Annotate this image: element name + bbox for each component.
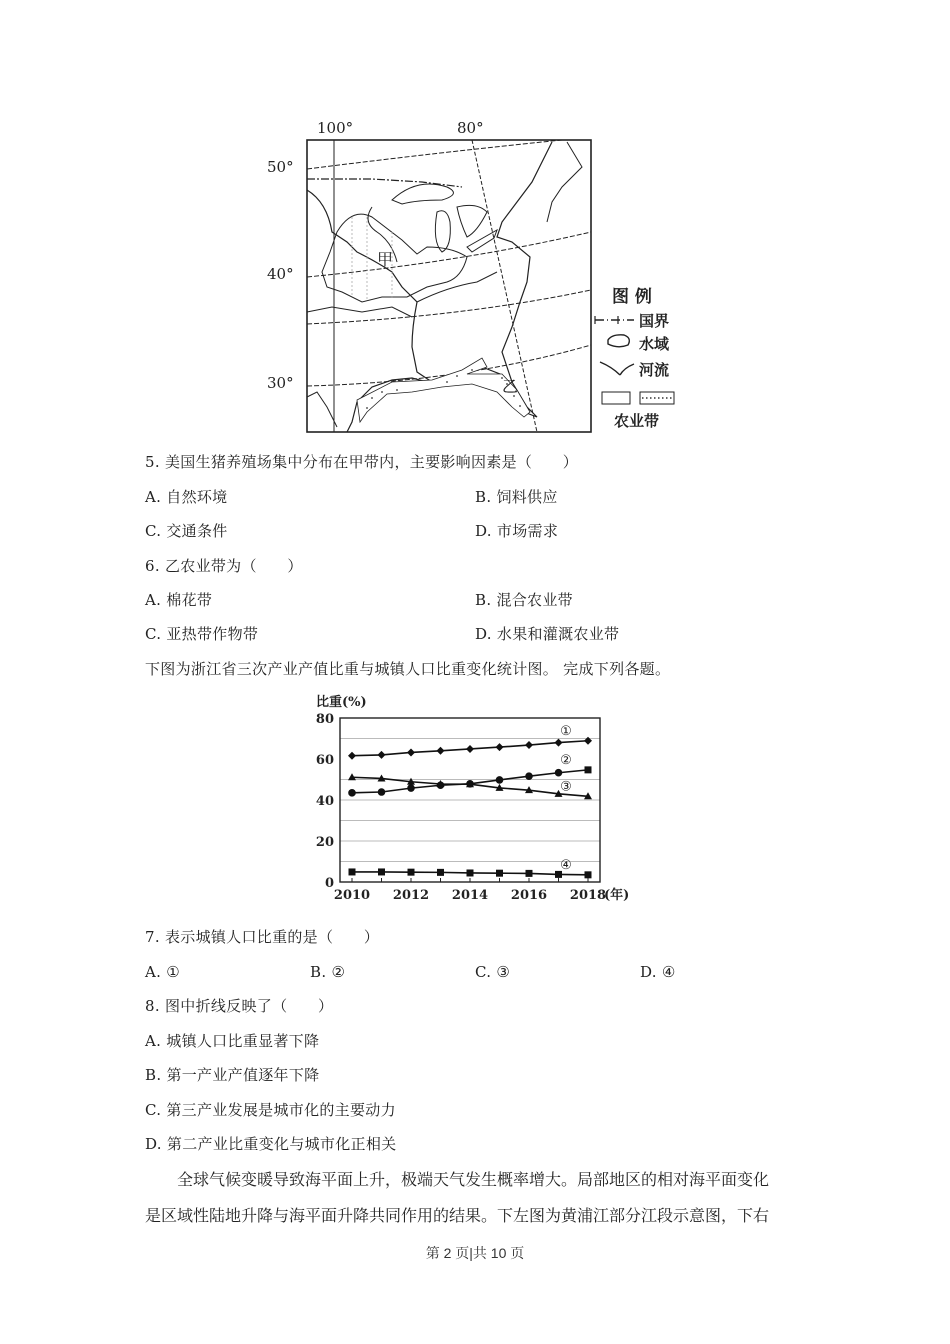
- square-marker: [585, 871, 592, 878]
- question-6-option-d[interactable]: D. 水果和灌溉农业带: [475, 625, 620, 643]
- passage-line-1: 全球气候变暖导致海平面上升，极端天气发生概率增大。局部地区的相对海平面变化: [177, 1170, 770, 1189]
- y-tick-label: 60: [315, 753, 334, 768]
- river-icon: [600, 362, 634, 375]
- region-label-yi: 乙: [502, 377, 519, 396]
- diamond-marker: [555, 739, 563, 747]
- square-marker: [437, 869, 444, 876]
- chart-intro-text: 下图为浙江省三次产业产值比重与城镇人口比重变化统计图。 完成下列各题。: [145, 660, 671, 678]
- square-marker: [526, 870, 533, 877]
- page-footer: 第 2 页|共 10 页: [425, 1245, 525, 1261]
- y-tick-label: 80: [315, 712, 334, 727]
- circle-marker: [348, 789, 356, 797]
- question-5-stem: 5. 美国生猪养殖场集中分布在甲带内，主要影响因素是（ ）: [145, 453, 579, 471]
- agri-belt-dotted-icon: [640, 392, 674, 404]
- square-marker: [496, 870, 503, 877]
- circle-marker: [555, 769, 563, 777]
- water-body-icon: [608, 335, 629, 347]
- series-label-1: ①: [560, 723, 572, 739]
- series-label-3: ③: [560, 779, 572, 795]
- square-marker: [467, 869, 474, 876]
- legend-label-border: 国界: [639, 312, 670, 330]
- question-7-option-b[interactable]: B. ②: [310, 963, 346, 981]
- question-8-option-c[interactable]: C. 第三产业发展是城市化的主要动力: [145, 1101, 396, 1119]
- lat-label-40: 40°: [267, 265, 294, 283]
- square-marker: [408, 869, 415, 876]
- square-marker: [378, 868, 385, 875]
- diamond-marker: [496, 743, 504, 751]
- map-legend: [595, 286, 674, 430]
- lat-label-50: 50°: [267, 158, 294, 176]
- diamond-marker: [525, 741, 533, 749]
- question-5-option-d[interactable]: D. 市场需求: [475, 522, 559, 540]
- diamond-marker: [378, 751, 386, 759]
- y-tick-label: 20: [315, 835, 334, 850]
- border-line-icon: [595, 316, 634, 324]
- legend-label-river: 河流: [639, 361, 670, 379]
- circle-marker: [525, 772, 533, 780]
- circle-marker: [378, 788, 386, 796]
- y-tick-label: 0: [324, 876, 334, 891]
- line-chart: [300, 690, 645, 905]
- diamond-marker: [407, 748, 415, 756]
- question-7-option-c[interactable]: C. ③: [475, 963, 511, 981]
- question-8-stem: 8. 图中折线反映了（ ）: [145, 997, 334, 1015]
- circle-marker: [496, 776, 504, 784]
- legend-label-agri-belt: 农业带: [614, 412, 660, 430]
- industry-urbanization-chart: [300, 690, 645, 905]
- question-7-option-a[interactable]: A. ①: [145, 963, 181, 981]
- question-5-option-b[interactable]: B. 饲料供应: [475, 488, 558, 506]
- agri-belt-plain-icon: [602, 392, 630, 404]
- question-6-option-b[interactable]: B. 混合农业带: [475, 591, 573, 609]
- diamond-marker: [437, 747, 445, 755]
- passage-line-2: 是区域性陆地升降与海平面升降共同作用的结果。下左图为黄浦江部分江段示意图，下右: [145, 1206, 770, 1225]
- legend-label-water: 水域: [639, 335, 670, 353]
- lon-label-80: 80°: [457, 119, 484, 137]
- question-7-option-d[interactable]: D. ④: [640, 963, 676, 981]
- x-tick-label: 2018: [569, 888, 607, 903]
- question-5-option-c[interactable]: C. 交通条件: [145, 522, 228, 540]
- lat-label-30: 30°: [267, 374, 294, 392]
- legend-title: 图 例: [612, 287, 652, 307]
- square-marker: [585, 766, 592, 773]
- square-marker: [349, 868, 356, 875]
- x-tick-label: 2012: [392, 888, 430, 903]
- question-8-option-a[interactable]: A. 城镇人口比重显著下降: [145, 1032, 320, 1050]
- y-tick-label: 40: [315, 794, 334, 809]
- question-6-option-c[interactable]: C. 亚热带作物带: [145, 625, 259, 643]
- question-5-option-a[interactable]: A. 自然环境: [145, 488, 228, 506]
- x-tick-label: 2014: [451, 888, 489, 903]
- question-8-option-b[interactable]: B. 第一产业产值逐年下降: [145, 1066, 320, 1084]
- question-8-option-d[interactable]: D. 第二产业比重变化与城市化正相关: [145, 1135, 397, 1153]
- circle-marker: [407, 784, 415, 792]
- series-label-4: ④: [560, 857, 572, 873]
- lon-label-100: 100°: [317, 119, 354, 137]
- diamond-marker: [348, 752, 356, 760]
- question-7-stem: 7. 表示城镇人口比重的是（ ）: [145, 928, 380, 946]
- diamond-marker: [584, 737, 592, 745]
- x-axis-label: (年): [604, 888, 630, 903]
- x-tick-label: 2010: [333, 888, 371, 903]
- series-label-2: ②: [560, 752, 572, 768]
- map-figure: [262, 112, 702, 434]
- question-6-stem: 6. 乙农业带为（ ）: [145, 557, 303, 575]
- region-label-jia: 甲: [377, 250, 394, 269]
- x-tick-label: 2016: [510, 888, 548, 903]
- us-agriculture-map: [262, 112, 702, 434]
- passage-paragraph: [145, 1162, 805, 1234]
- question-6-option-a[interactable]: A. 棉花带: [145, 591, 213, 609]
- y-axis-label: 比重(%): [316, 695, 367, 710]
- diamond-marker: [466, 745, 474, 753]
